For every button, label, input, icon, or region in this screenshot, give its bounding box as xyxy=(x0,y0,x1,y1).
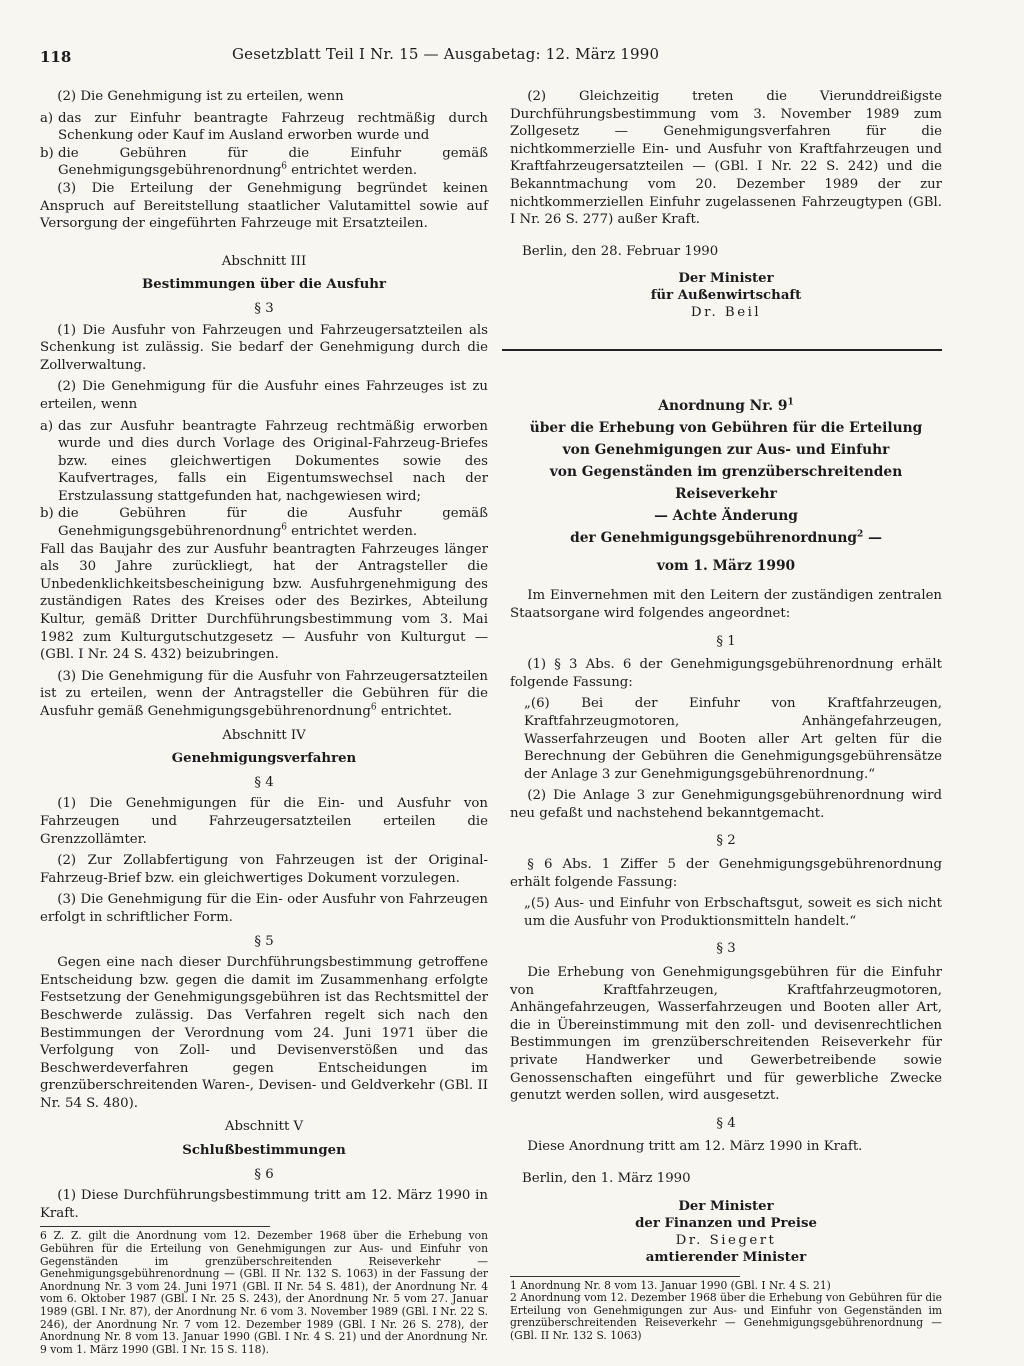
right-column xyxy=(510,88,942,1343)
date-line-2: Berlin, den 1. März 1990 xyxy=(522,1170,691,1186)
list-item-a-text: das zur Einfuhr beantragte Fahrzeug rechtmäßig durch Schenkung oder Kauf im Ausland erworben wurde und xyxy=(58,110,488,144)
r-s2-paragraph: § 6 Abs. 1 Ziffer 5 der Genehmigungsgebührenordnung erhält folgende Fassung: xyxy=(510,857,942,890)
abschnitt-5-title: Schlußbestimmungen xyxy=(182,1143,346,1159)
footnote-ref-6: 6 xyxy=(281,161,287,172)
s4-paragraph-3: (3) Die Genehmigung für die Ein- oder Ausfuhr von Fahrzeugen erfolgt in schriftlicher Form. xyxy=(40,892,488,925)
signature-2-line-2: der Finanzen und Preise xyxy=(635,1215,817,1231)
s3-list-item-b-text: die Gebühren für die Ausfuhr gemäß Genehmigungsgebührenordnung$^6$ entrichtet werden. xyxy=(58,506,488,540)
signature-2-line-1: Der Minister xyxy=(678,1198,774,1214)
left-column xyxy=(40,88,488,1356)
footnote-divider xyxy=(40,1226,270,1227)
page-number: 118 xyxy=(40,48,72,66)
footnote-ref-6: 6 xyxy=(370,702,377,713)
footnote-6: 6 Z. Z. gilt die Anordnung vom 12. Dezember 1968 über die Erhebung von Gebühren für die Erteilung von Genehmigungen zur Aus- und Einfuhr von Gegenständen im grenzüberschreitenden Reiseverkehr — Genehmigungsgebührenordnung — (GBl. II Nr. 132 S. 1063) in der Fassung der Anordnung Nr. 3 vom 24. Juni 1971 (GBl. II Nr. 54 S. 481), der Anordnung Nr. 4 vom 6. Oktober 1987 (GBl. I Nr. 25 S. 243), der Anordnung Nr. 5 vom 27. Januar 1989 (GBl. I Nr. 87), der Anordnung Nr. 6 vom 3. November 1989 (GBl. I Nr. 22 S. 246), der Anordnung Nr. 7 vom 12. Dezember 1989 (GBl. I Nr. 26 S. 278), der Anordnung Nr. 8 vom 13. Januar 1990 (GBl. I Nr. 4 S. 21) und der Anordnung Nr. 9 vom 1. März 1990 (GBl. I Nr. 15 S. 118). xyxy=(40,1229,488,1356)
title-line-6: — Achte Änderung xyxy=(654,508,798,525)
section-4-heading: § 4 xyxy=(254,774,274,790)
signature-2 xyxy=(510,1198,942,1266)
abschnitt-3-label: Abschnitt III xyxy=(221,253,307,269)
title-date: vom 1. März 1990 xyxy=(656,558,796,575)
title-line-5: Reiseverkehr xyxy=(675,486,777,503)
abschnitt-5-label: Abschnitt V xyxy=(224,1119,304,1135)
list-item-b xyxy=(40,145,488,180)
footnote-2: 2 Anordnung vom 12. Dezember 1968 über die Erhebung von Gebühren für die Erteilung von Genehmigungen zur Aus- und Einfuhr von Gegenständen im grenzüberschreitenden Reiseverkehr — Genehmigungsgebührenordnung — (GBl. II Nr. 132 S. 1063) xyxy=(510,1291,942,1342)
section-3-heading: § 3 xyxy=(254,300,274,316)
r-s1-quote: „(6) Bei der Einfuhr von Kraftfahrzeugen, Kraftfahrzeugmotoren, Anhängefahrzeugen, Wasserfahrzeugen und Booten aller Art gelten für die Berechnung der Gebühren die Genehmigungsgebührensätze der Anlage 3 zur Genehmigungsgebührenordnung.“ xyxy=(524,696,942,782)
s6-paragraph: (1) Diese Durchführungsbestimmung tritt am 12. März 1990 in Kraft. xyxy=(40,1188,488,1221)
signature-2-name: Dr. Siegert xyxy=(675,1232,777,1248)
r-s4-paragraph: Diese Anordnung tritt am 12. März 1990 in Kraft. xyxy=(527,1139,863,1155)
s3-list-item-a-text: das zur Ausfuhr beantragte Fahrzeug rechtmäßig erworben wurde und dies durch Vorlage des Original-Fahrzeug-Briefes bzw. eines gleichwertigen Dokumentes sowie des Kaufvertrages, falls ein Eigentumswechsel nach der Erstzulassung stattgefunden hat, nachgewiesen wird; xyxy=(58,418,488,504)
abschnitt-3-title: Bestimmungen über die Ausfuhr xyxy=(142,277,386,293)
document-title xyxy=(510,395,942,577)
title-line-2: über die Erhebung von Gebühren für die Erteilung xyxy=(529,420,923,437)
r-s1-paragraph-2: (2) Die Anlage 3 zur Genehmigungsgebührenordnung wird neu gefaßt und nachstehend bekanntgemacht. xyxy=(510,788,942,821)
marker-b: b) xyxy=(40,145,54,161)
signature-1-name: Dr. Beil xyxy=(690,305,762,321)
r-section-1-heading: § 1 xyxy=(716,633,736,649)
marker-b: b) xyxy=(40,506,54,522)
footnote-ref-1: 1 xyxy=(787,397,794,408)
s4-paragraph-2: (2) Zur Zollabfertigung von Fahrzeugen ist der Original-Fahrzeug-Brief bzw. ein gleichwertiges Dokument vorzulegen. xyxy=(40,853,488,886)
paragraph-2-intro: (2) Die Genehmigung ist zu erteilen, wenn xyxy=(57,89,344,104)
footnote-ref-2: 2 xyxy=(857,529,864,540)
signature-1-line-1: Der Minister xyxy=(678,271,774,287)
s3-paragraph-3: (3) Die Genehmigung für die Ausfuhr von Fahrzeugersatzteilen ist zu erteilen, wenn der Antragsteller die Gebühren für die Ausfuhr gemäß Genehmigungsgebührenordnung$^6$ entrichtet. xyxy=(40,668,488,719)
section-6-heading: § 6 xyxy=(254,1166,274,1182)
r-s3-paragraph: Die Erhebung von Genehmigungsgebühren für die Einfuhr von Kraftfahrzeugen, Kraftfahrzeugmotoren, Anhängefahrzeugen, Wasserfahrzeugen und Booten aller Art, die in Übereinstimmung mit den zoll- und devisenrechtlichen Bestimmungen im grenzüberschreitenden Reiseverkehr für private Handwerker und Gewerbetreibende sowie Genossenschaften eingeführt und für gewerbliche Zwecke genutzt werden sollen, wird ausgesetzt. xyxy=(510,965,942,1104)
preamble: Im Einvernehmen mit den Leitern der zuständigen zentralen Staatsorgane wird folgendes angeordnet: xyxy=(510,588,942,621)
title-line-1: Anordnung Nr. $9^1$ xyxy=(658,397,794,415)
s3-paragraph-2-intro: (2) Die Genehmigung für die Ausfuhr eines Fahrzeuges ist zu erteilen, wenn xyxy=(40,379,488,412)
list-item-a xyxy=(40,110,488,145)
title-line-3: von Genehmigungen zur Aus- und Einfuhr xyxy=(562,442,890,459)
list-item-b-text: die Gebühren für die Einfuhr gemäß Genehmigungsgebührenordnung$^6$ entrichtet werden. xyxy=(58,145,488,179)
r-s2-quote: „(5) Aus- und Einfuhr von Erbschaftsgut, soweit es sich nicht um die Ausfuhr von Produktionsmitteln handelt.“ xyxy=(524,896,942,929)
s4-paragraph-1: (1) Die Genehmigungen für die Ein- und Ausfuhr von Fahrzeugen und Fahrzeugersatzteilen erteilen die Grenzzollämter. xyxy=(40,796,488,847)
s3-paragraph-1: (1) Die Ausfuhr von Fahrzeugen und Fahrzeugersatzteilen als Schenkung ist zulässig. Sie bedarf der Genehmigung durch die Zollverwaltung. xyxy=(40,322,488,373)
r-section-2-heading: § 2 xyxy=(716,833,736,849)
date-line-1: Berlin, den 28. Februar 1990 xyxy=(522,243,719,259)
footnote-ref-6: 6 xyxy=(281,522,287,533)
r-section-3-heading: § 3 xyxy=(716,941,736,957)
title-line-7: der Genehmigungsgebührenordnung$^2$ — xyxy=(570,529,882,547)
abschnitt-4-title: Genehmigungsverfahren xyxy=(171,751,357,767)
marker-a: a) xyxy=(40,110,54,126)
section-5-heading: § 5 xyxy=(254,933,274,949)
running-head: Gesetzblatt Teil I Nr. 15 — Ausgabetag: 12. März 1990 xyxy=(232,45,660,63)
signature-2-line-4: amtierender Minister xyxy=(645,1249,807,1265)
s3-fall-paragraph: Fall das Baujahr des zur Ausfuhr beantragten Fahrzeuges länger als 30 Jahre zurückliegt, hat der Antragsteller die Unbedenklichkeitsbescheinigung bzw. Ausfuhrgenehmigung des zuständigen Rates des Kreises oder des Bezirkes, Abteilung Kultur, gemäß Dritter Durchführungsbestimmung vom 3. Mai 1982 zum Kulturgutschutzgesetz — Ausfuhr von Kulturgut — (GBl. I Nr. 24 S. 432) beizubringen. xyxy=(40,541,488,663)
footnote-divider-right xyxy=(510,1276,740,1277)
footnote-1: 1 Anordnung Nr. 8 vom 13. Januar 1990 (GBl. I Nr. 4 S. 21) xyxy=(510,1278,831,1292)
marker-a: a) xyxy=(40,418,54,434)
section-divider xyxy=(502,349,942,351)
s5-paragraph: Gegen eine nach dieser Durchführungsbestimmung getroffene Entscheidung bzw. gegen die damit im Zusammenhang erfolgte Festsetzung der Genehmigungsgebühren ist das Rechtsmittel der Beschwerde zulässig. Das Verfahren regelt sich nach den Bestimmungen der Verordnung vom 24. Juni 1971 über die Verfolgung von Zoll- und Devisenverstößen und das Beschwerdeverfahren gegen Entscheidungen im grenzüberschreitenden Waren-, Devisen- und Geldverkehr (GBl. II Nr. 54 S. 480). xyxy=(40,955,488,1111)
r-section-4-heading: § 4 xyxy=(716,1115,736,1131)
signature-1 xyxy=(510,270,942,321)
abschnitt-4-label: Abschnitt IV xyxy=(222,727,306,743)
s3-list-item-b xyxy=(40,505,488,540)
right-paragraph-2: (2) Gleichzeitig treten die Vierunddreißigste Durchführungsbestimmung vom 3. November 1989 zum Zollgesetz — Genehmigungsverfahren für die nichtkommerzielle Ein- und Ausfuhr von Kraftfahrzeugen und Kraftfahrzeugersatzteilen — (GBl. I Nr. 22 S. 242) und die Bekanntmachung vom 20. Dezember 1989 der zur nichtkommerziellen Einfuhr zugelassenen Fahrzeugtypen (GBl. I Nr. 26 S. 277) außer Kraft. xyxy=(510,89,942,228)
r-s1-paragraph-1: (1) § 3 Abs. 6 der Genehmigungsgebührenordnung erhält folgende Fassung: xyxy=(510,657,942,690)
s3-list-item-a xyxy=(40,418,488,506)
signature-1-line-2: für Außenwirtschaft xyxy=(650,288,802,304)
title-line-4: von Gegenständen im grenzüberschreitenden xyxy=(549,464,903,481)
paragraph-3: (3) Die Erteilung der Genehmigung begründet keinen Anspruch auf Bereitstellung staatlicher Valutamittel sowie auf Versorgung der eingeführten Fahrzeuge mit Ersatzteilen. xyxy=(40,180,488,232)
